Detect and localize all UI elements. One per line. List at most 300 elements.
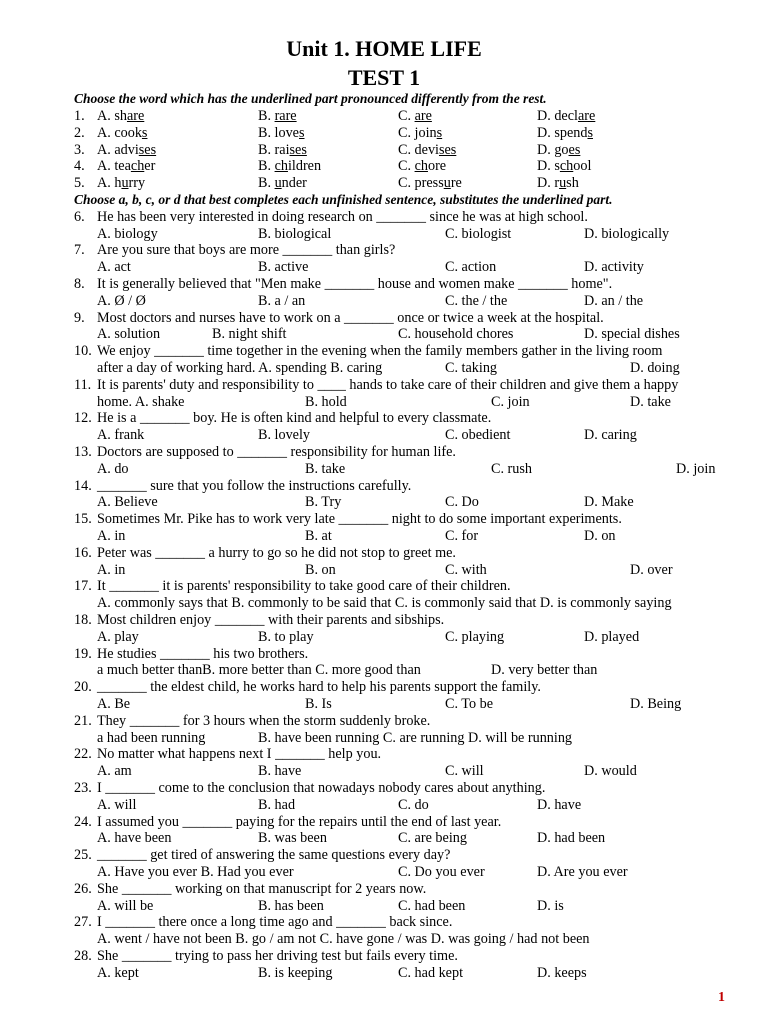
underlined-part: are bbox=[414, 108, 432, 124]
text-segment: He has been very interested in doing research on _______ since he was at high school. bbox=[97, 208, 588, 225]
question-text bbox=[97, 612, 444, 628]
answer-option bbox=[398, 864, 485, 880]
answer-option bbox=[537, 898, 564, 914]
answer-option bbox=[97, 360, 382, 376]
text-segment: B. bbox=[258, 175, 275, 192]
text-segment: It is parents' duty and responsibility to ____ hands to take care of their children and give them a happy bbox=[97, 376, 679, 393]
question-text bbox=[398, 108, 432, 124]
text-segment: C. household chores bbox=[398, 326, 514, 343]
text-segment: B. bbox=[258, 108, 275, 124]
answer-option bbox=[97, 394, 184, 410]
answer-option bbox=[398, 326, 513, 342]
text-segment: C. the / the bbox=[445, 292, 508, 309]
unit-title: Unit 1. HOME LIFE bbox=[286, 36, 482, 61]
text-segment: D. have bbox=[537, 796, 582, 813]
answer-option bbox=[258, 898, 324, 914]
answer-option bbox=[491, 394, 530, 410]
text-segment: B. Is bbox=[305, 696, 332, 712]
text-segment: D. caring bbox=[584, 427, 637, 444]
text-segment: C. join bbox=[398, 124, 437, 141]
question-text bbox=[258, 125, 305, 141]
text-segment: C. are being bbox=[398, 830, 467, 847]
text-segment: I assumed you _______ paying for the repairs until the end of last year. bbox=[97, 813, 502, 830]
question-number: 12. bbox=[74, 410, 92, 427]
text-segment: B. hold bbox=[305, 393, 347, 410]
text-segment: Sometimes Mr. Pike has to work very late _______ night to do some important experiments. bbox=[97, 511, 622, 528]
question-number: 6. bbox=[74, 208, 85, 225]
question-number: 17. bbox=[74, 578, 92, 595]
question-text bbox=[97, 511, 622, 527]
question-text bbox=[97, 478, 411, 494]
question-number: 4. bbox=[74, 158, 85, 175]
underlined-part: are bbox=[126, 108, 145, 124]
text-segment: B. take bbox=[305, 460, 346, 477]
answer-option bbox=[491, 461, 532, 477]
answer-option bbox=[584, 494, 634, 510]
text-segment: D. had been bbox=[537, 830, 606, 847]
question-text bbox=[97, 746, 381, 762]
text-segment: D. r bbox=[537, 175, 560, 192]
text-segment: C. obedient bbox=[445, 427, 511, 444]
answer-option bbox=[305, 528, 332, 544]
underlined-part: s bbox=[436, 124, 443, 141]
text-segment: D. doing bbox=[630, 360, 680, 376]
text-segment: A. frank bbox=[97, 427, 145, 444]
text-segment: A. Believe bbox=[97, 494, 158, 511]
text-segment: It is generally believed that "Men make _______ house and women make _______ home". bbox=[97, 276, 613, 292]
question-text bbox=[537, 108, 595, 124]
answer-option bbox=[445, 293, 507, 309]
page-number: 1 bbox=[718, 990, 725, 1005]
question-number: 20. bbox=[74, 679, 92, 696]
question-number: 24. bbox=[74, 813, 92, 830]
text-segment: D. spend bbox=[537, 124, 588, 141]
text-segment: C. for bbox=[445, 528, 479, 544]
text-segment: He studies _______ his two brothers. bbox=[97, 645, 309, 662]
text-segment: D. over bbox=[630, 561, 673, 578]
answer-option bbox=[398, 898, 465, 914]
question-text bbox=[97, 410, 491, 426]
underlined-part: ch bbox=[559, 158, 574, 175]
underlined-part: ses bbox=[289, 141, 307, 158]
text-segment: B. have been running C. are running D. will be running bbox=[258, 729, 573, 746]
text-segment: A. act bbox=[97, 259, 131, 276]
text-segment: B. have bbox=[258, 763, 302, 780]
answer-option bbox=[676, 461, 715, 477]
text-segment: B. Try bbox=[305, 494, 342, 511]
answer-option bbox=[97, 494, 158, 510]
text-segment: A. kept bbox=[97, 964, 139, 981]
text-segment: Doctors are supposed to _______ responsibility for human life. bbox=[97, 444, 456, 460]
text-segment: Most doctors and nurses have to work on a _______ once or twice a week at the hospital. bbox=[97, 309, 604, 326]
text-segment: A. biology bbox=[97, 225, 158, 242]
text-segment: A. have been bbox=[97, 830, 172, 847]
text-segment: B. lovely bbox=[258, 427, 311, 444]
text-segment: D. activity bbox=[584, 259, 644, 276]
answer-option bbox=[584, 326, 680, 342]
text-segment: nder bbox=[281, 175, 307, 192]
text-segment: A. do bbox=[97, 460, 129, 477]
text-segment: C. devi bbox=[398, 141, 439, 158]
text-segment: C. join bbox=[491, 393, 530, 410]
answer-option bbox=[258, 629, 314, 645]
text-segment: C. To be bbox=[445, 696, 494, 712]
answer-option bbox=[537, 830, 605, 846]
answer-option bbox=[445, 259, 496, 275]
text-segment: C. rush bbox=[491, 460, 532, 477]
text-segment: B. biological bbox=[258, 225, 332, 242]
answer-option bbox=[258, 293, 305, 309]
underlined-part: u bbox=[443, 175, 451, 192]
text-segment: D. Being bbox=[630, 696, 682, 712]
answer-option bbox=[258, 259, 308, 275]
text-segment: A. Ø / Ø bbox=[97, 292, 146, 309]
answer-option bbox=[258, 763, 301, 779]
text-segment: _______ get tired of answering the same questions every day? bbox=[97, 847, 451, 864]
underlined-part: ses bbox=[138, 141, 157, 158]
text-segment: D. very better than bbox=[491, 662, 598, 679]
text-segment: D. go bbox=[537, 141, 569, 158]
text-segment: D. on bbox=[584, 528, 616, 544]
text-segment: B. had bbox=[258, 796, 296, 813]
text-segment: A. am bbox=[97, 763, 132, 780]
answer-option bbox=[398, 797, 429, 813]
text-segment: after a day of working hard. A. spending B. caring bbox=[97, 360, 383, 376]
answer-option bbox=[630, 394, 671, 410]
text-segment: C. biologist bbox=[445, 225, 512, 242]
question-text bbox=[537, 125, 593, 141]
question-number: 7. bbox=[74, 242, 85, 259]
text-segment: A. Have you ever B. Had you ever bbox=[97, 864, 294, 880]
answer-option bbox=[97, 629, 139, 645]
answer-option bbox=[491, 662, 597, 678]
answer-option bbox=[258, 830, 327, 846]
text-segment: A. h bbox=[97, 175, 122, 192]
question-number: 26. bbox=[74, 880, 92, 897]
answer-option bbox=[445, 427, 510, 443]
question-text bbox=[97, 780, 545, 796]
question-number: 15. bbox=[74, 511, 92, 528]
text-segment: Most children enjoy _______ with their parents and sibships. bbox=[97, 612, 445, 628]
question-number: 23. bbox=[74, 780, 92, 796]
answer-option bbox=[584, 629, 639, 645]
text-segment: D. decl bbox=[537, 108, 578, 124]
text-segment: D. played bbox=[584, 628, 640, 645]
question-text bbox=[97, 377, 678, 393]
question-text bbox=[97, 881, 426, 897]
answer-option bbox=[584, 226, 669, 242]
answer-option bbox=[97, 259, 131, 275]
text-segment: A. sh bbox=[97, 108, 127, 124]
answer-option bbox=[258, 797, 295, 813]
question-text bbox=[97, 444, 456, 460]
text-segment: B. was been bbox=[258, 830, 327, 847]
text-segment: B. on bbox=[305, 561, 336, 578]
answer-option bbox=[97, 931, 590, 947]
underlined-part: ch bbox=[414, 158, 428, 175]
answer-option bbox=[305, 494, 341, 510]
question-number: 10. bbox=[74, 343, 92, 360]
instruction-pronunciation: Choose the word which has the underlined part pronounced differently from the rest. bbox=[74, 91, 547, 106]
text-segment: C. had been bbox=[398, 897, 466, 914]
question-text bbox=[258, 175, 307, 191]
question-text bbox=[97, 713, 430, 729]
text-segment: C. taking bbox=[445, 360, 498, 376]
text-segment: A. will bbox=[97, 796, 137, 813]
text-segment: rry bbox=[128, 175, 146, 192]
text-segment: B. has been bbox=[258, 897, 324, 914]
question-text bbox=[97, 578, 511, 594]
question-text bbox=[97, 175, 145, 191]
question-number: 21. bbox=[74, 712, 92, 729]
answer-option bbox=[97, 730, 205, 746]
answer-option bbox=[97, 763, 132, 779]
text-segment: They _______ for 3 hours when the storm suddenly broke. bbox=[97, 712, 431, 729]
question-text bbox=[97, 142, 156, 158]
answer-option bbox=[630, 360, 680, 376]
answer-option bbox=[445, 763, 484, 779]
question-text bbox=[97, 545, 456, 561]
answer-option bbox=[630, 696, 681, 712]
question-number: 28. bbox=[74, 948, 92, 964]
text-segment: D. special dishes bbox=[584, 326, 680, 343]
question-text bbox=[97, 914, 452, 930]
answer-option bbox=[584, 763, 637, 779]
text-segment: Are you sure that boys are more _______ than girls? bbox=[97, 242, 396, 259]
answer-option bbox=[445, 528, 478, 544]
question-text bbox=[97, 847, 450, 863]
answer-option bbox=[97, 662, 421, 678]
text-segment: C. with bbox=[445, 561, 487, 578]
text-segment: D. an / the bbox=[584, 292, 644, 309]
question-number: 1. bbox=[74, 108, 85, 124]
question-text bbox=[398, 158, 446, 174]
text-segment: A. will be bbox=[97, 897, 154, 914]
question-text bbox=[398, 125, 442, 141]
instruction-completion: Choose a, b, c, or d that best completes each unfinished sentence, substitutes the underlined part. bbox=[74, 192, 613, 207]
question-text bbox=[97, 343, 662, 359]
text-segment: B. active bbox=[258, 259, 309, 276]
text-segment: B. bbox=[258, 158, 275, 175]
answer-option bbox=[445, 494, 479, 510]
answer-option bbox=[258, 730, 572, 746]
question-number: 3. bbox=[74, 141, 85, 158]
answer-option bbox=[584, 259, 644, 275]
answer-option bbox=[97, 528, 125, 544]
underlined-part: es bbox=[568, 141, 581, 158]
text-segment: ool bbox=[573, 158, 592, 175]
underlined-part: ch bbox=[130, 158, 145, 175]
answer-option bbox=[97, 461, 129, 477]
answer-option bbox=[584, 427, 637, 443]
underlined-part: ses bbox=[438, 141, 457, 158]
question-text bbox=[97, 158, 155, 174]
text-segment: D. Make bbox=[584, 494, 634, 511]
text-segment: B. night shift bbox=[212, 326, 287, 343]
answer-option bbox=[445, 226, 511, 242]
text-segment: re bbox=[450, 175, 462, 192]
text-segment: B. rai bbox=[258, 141, 290, 158]
answer-option bbox=[97, 226, 158, 242]
text-segment: D. biologically bbox=[584, 225, 670, 242]
answer-option bbox=[97, 797, 136, 813]
text-segment: B. love bbox=[258, 124, 299, 141]
answer-option bbox=[305, 696, 332, 712]
answer-option bbox=[258, 226, 331, 242]
text-segment: It _______ it is parents' responsibility to take good care of their children. bbox=[97, 578, 511, 595]
question-text bbox=[258, 142, 307, 158]
answer-option bbox=[212, 326, 287, 342]
text-segment: ore bbox=[427, 158, 447, 175]
question-text bbox=[97, 242, 395, 258]
text-segment: A. advi bbox=[97, 141, 139, 158]
answer-option bbox=[97, 864, 294, 880]
underlined-part: s bbox=[298, 124, 305, 141]
text-segment: D. take bbox=[630, 393, 671, 410]
test-title: TEST 1 bbox=[347, 65, 421, 90]
answer-option bbox=[305, 562, 336, 578]
answer-option bbox=[445, 629, 504, 645]
text-segment: _______ the eldest child, he works hard to help his parents support the family. bbox=[97, 679, 541, 696]
answer-option bbox=[258, 965, 332, 981]
text-segment: A. solution bbox=[97, 326, 161, 343]
question-text bbox=[398, 142, 456, 158]
text-segment: er bbox=[144, 158, 156, 175]
question-number: 19. bbox=[74, 645, 92, 662]
text-segment: D. is bbox=[537, 897, 564, 914]
text-segment: C. press bbox=[398, 175, 444, 192]
text-segment: C. action bbox=[445, 259, 497, 276]
answer-option bbox=[97, 965, 139, 981]
question-number: 22. bbox=[74, 746, 92, 763]
question-number: 25. bbox=[74, 847, 92, 864]
underlined-part: u bbox=[559, 175, 567, 192]
question-text bbox=[97, 646, 308, 662]
question-text bbox=[97, 679, 541, 695]
question-text bbox=[97, 125, 147, 141]
text-segment: B. at bbox=[305, 528, 332, 544]
text-segment: A. tea bbox=[97, 158, 131, 175]
answer-option bbox=[97, 427, 144, 443]
answer-option bbox=[537, 864, 628, 880]
text-segment: I _______ there once a long time ago and _______ back since. bbox=[97, 914, 453, 931]
text-segment: A. in bbox=[97, 528, 126, 544]
question-text bbox=[97, 310, 604, 326]
underlined-part: s bbox=[141, 124, 148, 141]
question-number: 16. bbox=[74, 544, 92, 561]
question-number: 18. bbox=[74, 612, 92, 628]
answer-option bbox=[97, 326, 160, 342]
question-text bbox=[398, 175, 462, 191]
text-segment: A. in bbox=[97, 561, 126, 578]
underlined-part: s bbox=[587, 124, 593, 141]
text-segment: D. join bbox=[676, 460, 716, 477]
text-segment: D. s bbox=[537, 158, 560, 175]
answer-option bbox=[305, 461, 345, 477]
text-segment: A. Be bbox=[97, 696, 131, 712]
text-segment: C. bbox=[398, 108, 415, 124]
text-segment: She _______ trying to pass her driving test but fails every time. bbox=[97, 948, 458, 964]
underlined-part: rare bbox=[274, 108, 297, 124]
question-text bbox=[97, 108, 144, 124]
text-segment: C. will bbox=[445, 763, 484, 780]
question-text bbox=[97, 814, 501, 830]
text-segment: D. keeps bbox=[537, 964, 587, 981]
text-segment: We enjoy _______ time together in the evening when the family members gather in the living room bbox=[97, 343, 663, 360]
question-number: 11. bbox=[74, 376, 92, 393]
text-segment: C. bbox=[398, 158, 415, 175]
answer-option bbox=[97, 830, 171, 846]
text-segment: D. would bbox=[584, 763, 637, 780]
text-segment: C. do bbox=[398, 796, 429, 813]
text-segment: C. had kept bbox=[398, 964, 464, 981]
underlined-part: u bbox=[121, 175, 129, 192]
text-segment: a much better thanB. more better than C. more good than bbox=[97, 662, 421, 679]
question-text bbox=[97, 209, 588, 225]
text-segment: B. to play bbox=[258, 628, 314, 645]
text-segment: She _______ working on that manuscript for 2 years now. bbox=[97, 880, 427, 897]
text-segment: I _______ come to the conclusion that nowadays nobody cares about anything. bbox=[97, 780, 546, 796]
text-segment: A. play bbox=[97, 628, 139, 645]
text-segment: ildren bbox=[287, 158, 322, 175]
question-text bbox=[537, 142, 580, 158]
answer-option bbox=[445, 360, 497, 376]
question-text bbox=[537, 158, 591, 174]
underlined-part: u bbox=[274, 175, 282, 192]
question-number: 8. bbox=[74, 276, 85, 292]
text-segment: C. playing bbox=[445, 628, 505, 645]
text-segment: A. cook bbox=[97, 124, 142, 141]
underlined-part: are bbox=[577, 108, 596, 124]
question-number: 9. bbox=[74, 309, 85, 326]
question-text bbox=[97, 948, 458, 964]
answer-option bbox=[537, 965, 587, 981]
underlined-part: ch bbox=[274, 158, 288, 175]
question-text bbox=[537, 175, 579, 191]
answer-option bbox=[97, 595, 672, 611]
question-number: 5. bbox=[74, 175, 85, 192]
text-segment: A. went / have not been B. go / am not C. have gone / was D. was going / had not been bbox=[97, 931, 590, 948]
text-segment: C. Do you ever bbox=[398, 864, 485, 880]
question-text bbox=[258, 158, 321, 174]
text-segment: home. A. shake bbox=[97, 393, 185, 410]
text-segment: a had been running bbox=[97, 729, 206, 746]
answer-option bbox=[97, 898, 153, 914]
answer-option bbox=[398, 830, 467, 846]
answer-option bbox=[584, 528, 616, 544]
answer-option bbox=[97, 562, 125, 578]
text-segment: Peter was _______ a hurry to go so he did not stop to greet me. bbox=[97, 544, 456, 561]
answer-option bbox=[97, 293, 146, 309]
text-segment: sh bbox=[566, 175, 579, 192]
answer-option bbox=[537, 797, 581, 813]
question-number: 13. bbox=[74, 444, 92, 460]
text-segment: A. commonly says that B. commonly to be said that C. is commonly said that D. is commonly saying bbox=[97, 595, 672, 612]
answer-option bbox=[258, 427, 310, 443]
answer-option bbox=[305, 394, 347, 410]
question-text bbox=[97, 276, 612, 292]
answer-option bbox=[630, 562, 673, 578]
text-segment: D. Are you ever bbox=[537, 864, 628, 880]
answer-option bbox=[445, 696, 493, 712]
text-segment: C. Do bbox=[445, 494, 479, 511]
answer-option bbox=[398, 965, 463, 981]
text-segment: B. is keeping bbox=[258, 964, 333, 981]
answer-option bbox=[97, 696, 130, 712]
question-number: 14. bbox=[74, 477, 92, 494]
text-segment: He is a _______ boy. He is often kind and helpful to every classmate. bbox=[97, 410, 492, 427]
answer-option bbox=[584, 293, 643, 309]
